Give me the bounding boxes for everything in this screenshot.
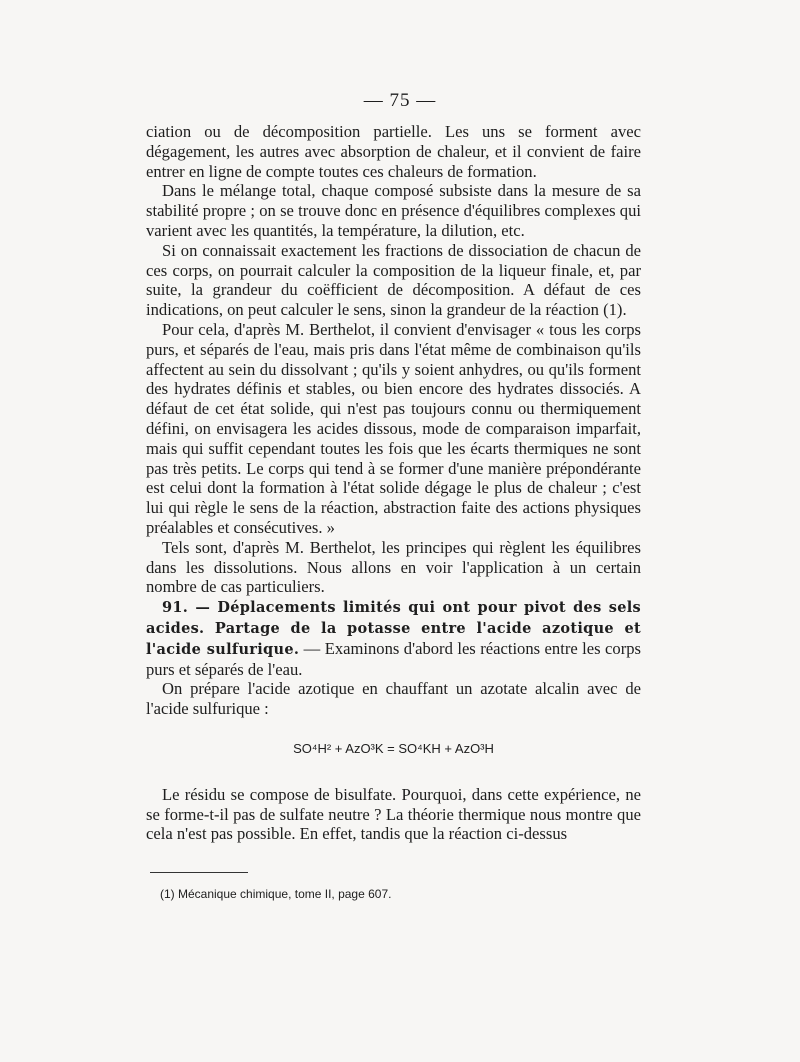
footnote: (1) Mécanique chimique, tome II, page 607. (160, 887, 392, 901)
paragraph: Si on connaissait exactement les fractions de dissociation de chacun de ces corps, on pourrait calculer la composition de la liqueur finale, et, par suite, la grandeur du coëfficient de décomposition. A défaut de ces indications, on peut calculer le sens, sinon la grandeur de la réaction (1). (146, 240, 641, 320)
paragraph: On prépare l'acide azotique en chauffant un azotate alcalin avec de l'acide sulfurique : (146, 679, 641, 719)
paragraph: Dans le mélange total, chaque composé subsiste dans la mesure de sa stabilité propre ; on se trouve donc en présence d'équilibres complexes qui varient avec les quantités, la température, la dilution, etc. (146, 181, 641, 240)
section-text: — Examinons d'abord les réactions entre les corps purs et séparés de l'eau. (146, 638, 641, 679)
paragraph: ciation ou de décomposition partielle. Les uns se forment avec dégagement, les autres avec absorption de chaleur, et il convient de faire entrer en ligne de compte toutes ces chaleurs de formation. (146, 122, 641, 181)
paragraph: Tels sont, d'après M. Berthelot, les principes qui règlent les équilibres dans les dissolutions. Nous allons en voir l'application à un certain nombre de cas particuliers. (146, 537, 641, 597)
body-text (146, 122, 641, 844)
section-heading: 91. — Déplacements limités qui ont pour pivot des sels acides. Partage de la potasse entre l'acide azotique et l'acide sulfurique. (146, 599, 641, 658)
chemical-equation: SO⁴H² + AzO³K = SO⁴KH + AzO³H (293, 740, 494, 756)
section-paragraph (146, 597, 641, 679)
paragraph: Pour cela, d'après M. Berthelot, il convient d'envisager « tous les corps purs, et séparés de l'eau, mais pris dans l'état même de combinaison qu'ils affectent au sein du dissolvant ; qu'ils y soient anhydres, ou qu'ils forment des hydrates définis et stables, ou bien encore des hydrates dissociés. A défaut de cet état solide, qui n'est pas toujours connu ou thermiquement défini, on envisagera les acides dissous, mode de comparaison imparfait, mais qui suffit cependant toutes les fois que les écarts thermiques ne sont pas très petits. Le corps qui tend à se former d'une manière prépondérante est celui dont la formation à l'état solide dégage le plus de chaleur ; c'est lui qui règle le sens de la réaction, abstraction faite des actions physiques préalables et consécutives. » (146, 319, 641, 537)
paragraph: Le résidu se compose de bisulfate. Pourquoi, dans cette expérience, ne se forme-t-il pas de sulfate neutre ? La théorie thermique nous montre que cela n'est pas possible. En effet, tandis que la réaction ci-dessus (146, 784, 641, 844)
footnote-rule (150, 872, 248, 873)
page-number: — 75 — (363, 90, 437, 111)
